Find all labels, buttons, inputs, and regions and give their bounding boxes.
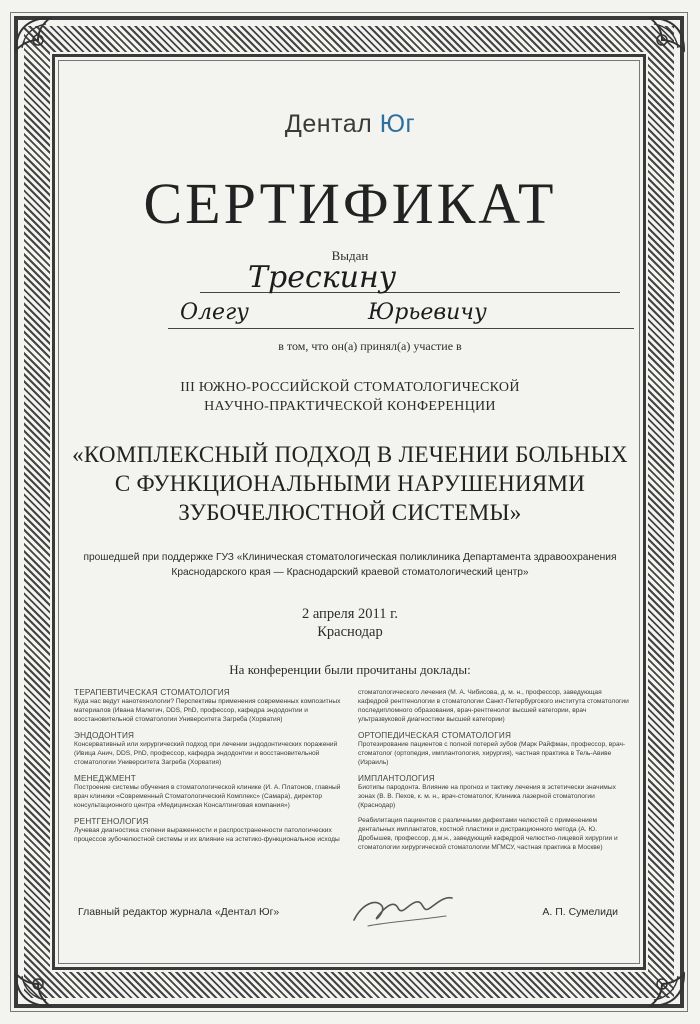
reports-heading: На конференции были прочитаны доклады: [229, 662, 471, 677]
topic-line: «КОМПЛЕКСНЫЙ ПОДХОД В ЛЕЧЕНИИ БОЛЬНЫХ [72, 442, 628, 467]
report-text: Лучевая диагностика степени выраженности и распространенности патологических процессов зубочелюстной системы и их влияние на эстетико-функциональное исходы [74, 827, 340, 843]
reports-left-column [74, 688, 346, 847]
section-title: ИМПЛАНТОЛОГИЯ [358, 774, 435, 783]
corner-ornament-icon [622, 944, 692, 1014]
conference-line: НАУЧНО-ПРАКТИЧЕСКОЙ КОНФЕРЕНЦИИ [204, 399, 496, 414]
corner-ornament-icon [8, 944, 78, 1014]
support-line: прошедшей при поддержке ГУЗ «Клиническая стоматологическая поликлиника Департамента здравоохранения [83, 552, 617, 563]
brand-accent: Юг [379, 110, 416, 138]
issued-label: Выдан [331, 248, 369, 263]
section-title: ОРТОПЕДИЧЕСКАЯ СТОМАТОЛОГИЯ [358, 731, 512, 740]
report-text: Реабилитация пациентов с различными дефектами челюстей с применением дентальных имплантатов, костной пластики и дистракционного метода (А. Ю. Дробышев, профессор, д.м.н., заведующий кафедрой челюстно-лицевой хирургии и стоматологии хирургической стоматологии МГМСУ, частная практика в Москве) [358, 817, 618, 851]
topic-line: ЗУБОЧЕЛЮСТНОЙ СИСТЕМЫ» [178, 500, 522, 525]
event-date: 2 апреля 2011 г. [301, 606, 399, 622]
editor-position: Главный редактор журнала «Дентал Юг» [78, 906, 280, 918]
corner-ornament-icon [622, 10, 692, 80]
participation-note: в том, что он(а) принял(а) участие в [278, 339, 462, 353]
report-text: Протезирование пациентов с полной потерей зубов (Марк Райфман, профессор, врач-стоматолог (ортопедия, имплантология, хирургия), частная практика в Тель-Авиве (Израиль) [358, 741, 626, 766]
brand-logo [68, 110, 632, 139]
topic-line: С ФУНКЦИОНАЛЬНЫМИ НАРУШЕНИЯМИ [114, 471, 586, 496]
date-place [68, 605, 632, 641]
section-title: ТЕРАПЕВТИЧЕСКАЯ СТОМАТОЛОГИЯ [74, 688, 230, 697]
handwritten-signature-icon [348, 886, 458, 936]
support-note [68, 550, 632, 580]
editor-name: А. П. Сумелиди [542, 906, 618, 918]
brand-main: Дентал [284, 110, 373, 138]
certificate-title: СЕРТИФИКАТ [143, 171, 557, 236]
report-text: Построение системы обучения в стоматологической клинике (И. А. Платонов, главный врач клиники «Современный Стоматологический Комплекс» (Самара), директор консультационного центра «Медицинская Консалтинговая компания») [74, 784, 341, 809]
section-title: ЭНДОДОНТИЯ [74, 731, 135, 740]
conference-line: III ЮЖНО-РОССИЙСКОЙ СТОМАТОЛОГИЧЕСКОЙ [180, 380, 520, 395]
section-title: МЕНЕДЖМЕНТ [74, 774, 136, 783]
report-text: стоматологического лечения (М. А. Чибисова, д. м. н., профессор, заведующая кафедрой рентгенологии в стоматологии Санкт-Петербургского института стоматологии последипломного образования, врач-рентгенолог высшей категории, врач ультразвуковой диагностики высшей категории) [358, 689, 629, 723]
conference-name [68, 378, 632, 416]
corner-ornament-icon [8, 10, 78, 80]
recipient-name: Олегу [180, 300, 249, 325]
section-title: РЕНТГЕНОЛОГИЯ [74, 817, 149, 826]
recipient-patronymic: Юрьевичу [368, 300, 487, 325]
support-line: Краснодарского края — Краснодарский краевой стоматологический центр» [171, 567, 529, 578]
report-text: Консервативный или хирургический подход при лечении эндодонтических поражений (Ивица Анич, DDS, PhD, профессор, кафедра эндодонтии и восстановительной стоматологии Университета Загреба (Хорватия) [74, 741, 338, 766]
recipient-surname: Трескину [248, 260, 397, 295]
report-text: Куда нас ведут нанотехнологии? Перспективы применения современных композитных материалов (Ивана Малетич, DDS, PhD, профессор, кафедра эндодонтии и восстановительной стоматологии Университета Загреба (Хорватия) [74, 698, 341, 723]
conference-topic [68, 440, 632, 527]
event-city: Краснодар [317, 624, 383, 640]
report-text: Биотипы пародонта. Влияние на прогноз и тактику лечения в эстетически значимых зонах (В. В. Пехов, к. м. н., врач-стоматолог, Клиника лазерной стоматологии (Краснодар) [358, 784, 616, 809]
recipient-name-line [168, 328, 634, 329]
reports-right-column [358, 688, 630, 855]
